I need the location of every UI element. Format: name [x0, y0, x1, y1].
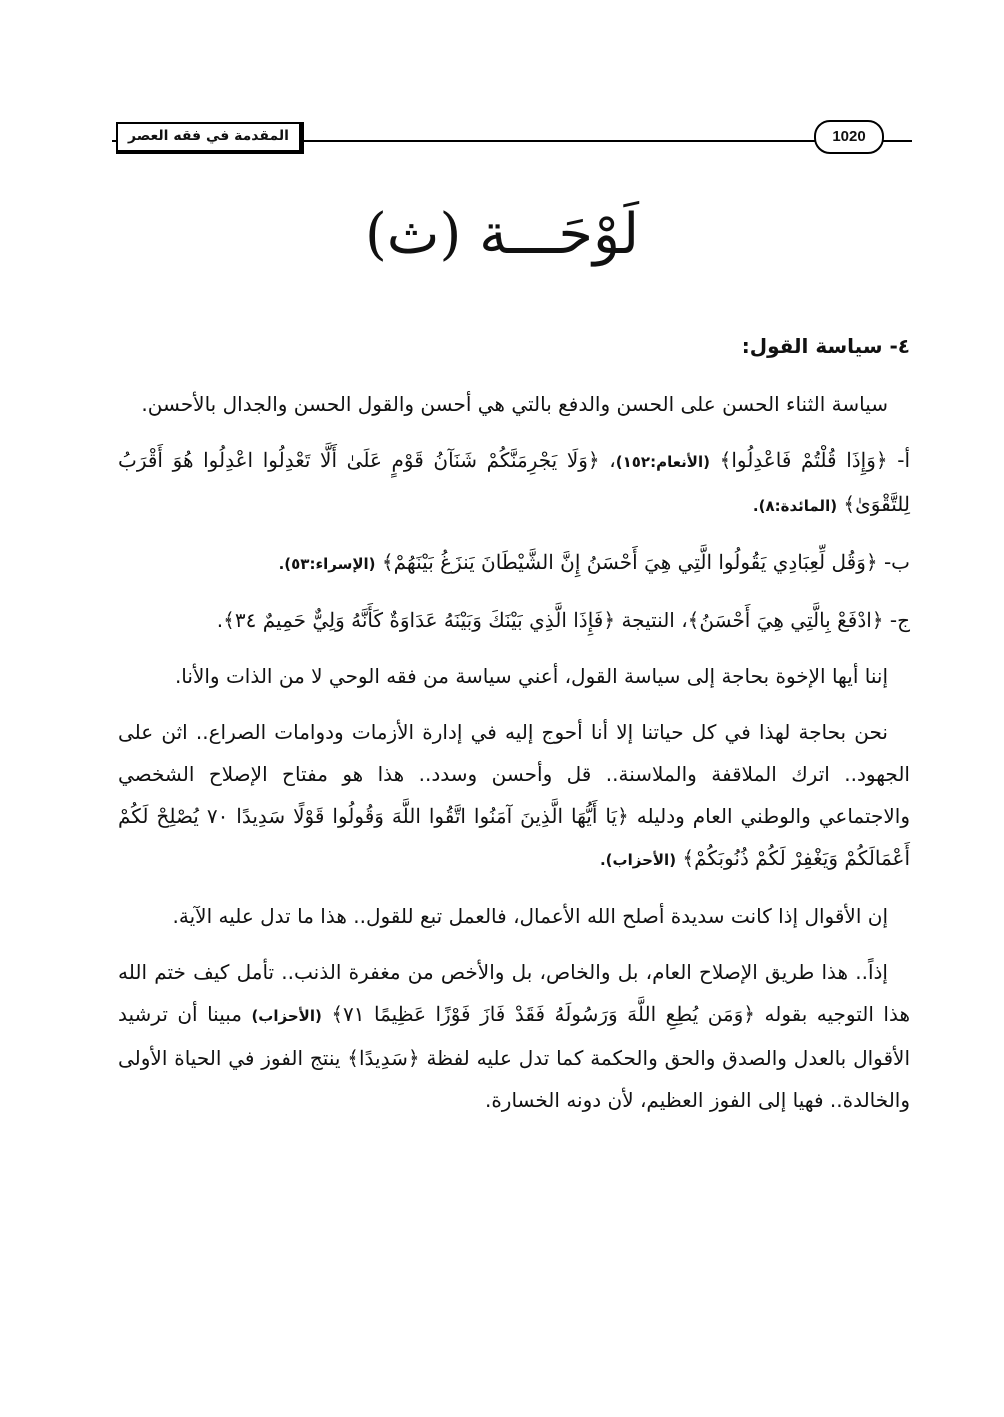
- panel-title: لَوْحَـــة (ث): [364, 202, 640, 267]
- item-a: [118, 439, 910, 527]
- item-c: [118, 599, 910, 641]
- paragraph-4: [118, 951, 910, 1121]
- paragraph-3: إن الأقوال إذا كانت سديدة أصلح الله الأعمال، فالعمل تبع للقول.. هذا ما تدل عليه الآية.: [172, 904, 888, 928]
- result-label: ، النتيجة: [621, 608, 688, 632]
- paragraph-4-start: إذاً.. هذا طريق الإصلاح العام، بل والخاص، بل والأخص من مغفرة الذنب.. تأمل كيف ختم الله هذا التوجيه بقوله: [118, 960, 911, 1026]
- paragraph-2: [118, 711, 910, 881]
- paragraph-4-middle: مبينا أن ترشيد الأقوال بالعدل والصدق والحق والحكمة كما تدل عليه لفظة: [118, 1002, 911, 1070]
- book-title: المقدمة في فقه العصر: [116, 122, 304, 154]
- item-a-label: أ-: [897, 448, 911, 472]
- running-header: [112, 116, 912, 156]
- quran-word: ﴿سَدِيدًا﴾: [347, 1046, 420, 1070]
- section-heading: ٤- سياسة القول:: [741, 334, 910, 358]
- verse-reference: (الإسراء:٥٣).: [278, 555, 376, 573]
- item-b-label: ب-: [883, 550, 910, 574]
- quran-verse: ﴿فَإِذَا الَّذِي بَيْنَكَ وَبَيْنَهُ عَدَاوَةٌ كَأَنَّهُ وَلِيٌّ حَمِيمٌ ٣٤﴾: [223, 608, 616, 632]
- page-number: 1020: [814, 120, 884, 154]
- quran-verse: ﴿وَلَا يَجْرِمَنَّكُمْ شَنَآنُ قَوْمٍ عَلَىٰ أَلَّا تَعْدِلُوا اعْدِلُوا هُوَ أَقْرَبُ لِلتَّقْوَىٰ﴾: [118, 448, 910, 516]
- quran-verse: ﴿ادْفَعْ بِالَّتِي هِيَ أَحْسَنُ﴾: [687, 608, 884, 632]
- verse-reference: (المائدة:٨).: [752, 497, 838, 515]
- punctuation: .: [216, 608, 224, 632]
- verse-reference: (الأنعام:١٥٢): [615, 453, 710, 471]
- quran-verse: ﴿وَقُل لِّعِبَادِي يَقُولُوا الَّتِي هِيَ أَحْسَنُ إِنَّ الشَّيْطَانَ يَنزَغُ بَيْنَهُمْ﴾: [381, 550, 878, 574]
- paragraph-1: إننا أيها الإخوة بحاجة إلى سياسة القول، أعني سياسة من فقه الوحي لا من الذات والأنا.: [174, 664, 888, 688]
- quran-verse: ﴿وَمَن يُطِعِ اللَّهَ وَرَسُولَهُ فَقَدْ فَازَ فَوْزًا عَظِيمًا ٧١﴾: [331, 1002, 756, 1026]
- verse-reference: (الأحزاب).: [599, 851, 677, 869]
- separator: ،: [599, 448, 616, 472]
- intro-paragraph: سياسة الثناء الحسن على الحسن والدفع بالتي هي أحسن والقول الحسن والجدال بالأحسن.: [141, 392, 888, 416]
- main-text: [118, 325, 910, 1135]
- paragraph-2-text: نحن بحاجة لهذا في كل حياتنا إلا أنا أحوج إليه في إدارة الأزمات ودوامات الصراع.. اثن على الجهود.. اترك الملاقفة والملاسنة.. قل وأحسن وسدد.. هذا هو مفتاح الإصلاح الشخصي والاجتماعي والوطني العام ودليله: [118, 720, 910, 828]
- quran-verse: ﴿يَا أَيُّهَا الَّذِينَ آمَنُوا اتَّقُوا اللَّهَ وَقُولُوا قَوْلًا سَدِيدًا ٧٠ يُصْلِحْ لَكُمْ أَعْمَالَكُمْ وَيَغْفِرْ لَكُمْ ذُنُوبَكُمْ﴾: [118, 804, 910, 870]
- item-b: [118, 541, 910, 585]
- quran-verse: ﴿وَإِذَا قُلْتُمْ فَاعْدِلُوا﴾: [719, 448, 888, 472]
- verse-reference: (الأحزاب): [251, 1007, 322, 1025]
- item-c-label: ج-: [889, 608, 910, 632]
- paragraph-4-end: ينتج الفوز في الحياة الأولى والخالدة.. فهيا إلى الفوز العظيم، لأن دونه الخسارة.: [118, 1046, 910, 1112]
